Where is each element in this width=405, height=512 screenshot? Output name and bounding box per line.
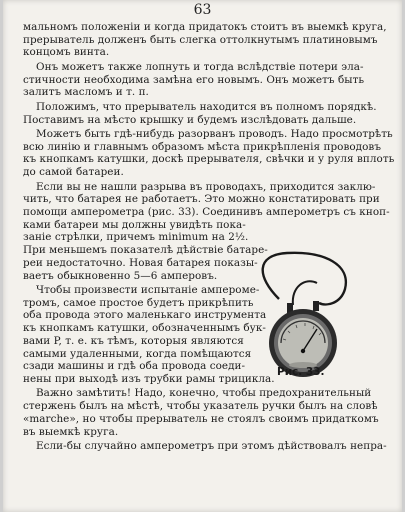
text-line: залитъ масломъ и т. п. — [23, 86, 149, 99]
text-line: мальномъ положеніи и когда придатокъ стоитъ въ выемкѣ круга, — [23, 21, 387, 33]
text-line: до самой батареи. — [23, 166, 124, 179]
paragraph-4 — [23, 128, 395, 179]
text-line: тромъ, самое простое будетъ прикрѣпить — [23, 296, 254, 309]
text-line: нены при выходѣ изъ трубки рамы трицикла. — [23, 372, 275, 385]
text-line: Если вы не нашли разрыва въ проводахъ, приходится заклю- — [36, 180, 376, 193]
text-line: Если-бы случайно амперометръ при этомъ дѣйствовалъ непра- — [36, 440, 387, 453]
text-line: заніе стрѣлки, причемъ minimum на 2½. — [23, 231, 249, 244]
text-line: Можетъ быть гдѣ-нибудь разорванъ проводъ. Надо просмотрѣть — [36, 128, 393, 141]
ammeter-icon — [247, 247, 357, 417]
text-line: Поставимъ на мѣсто крышку и будемъ изслѣдовать дальше. — [23, 113, 357, 126]
text-line: реи недостаточно. Новая батарея показы- — [23, 256, 258, 269]
text-line: самыми удаленными, когда помѣщаются — [23, 347, 252, 360]
text-line: «marche», но чтобы прерыватель не стоялъ своимъ придаткомъ — [23, 412, 379, 425]
text-line: прерыватель долженъ быть слегка оттолкнутымъ платиновымъ — [23, 33, 378, 46]
paragraph-5-wrap — [23, 218, 268, 283]
text-line: концомъ винта. — [23, 46, 110, 59]
text-line: стичности необходима замѣна его новымъ. Онъ можетъ быть — [23, 73, 365, 86]
text-line: въ выемкѣ круга. — [23, 425, 119, 438]
text-line: Важно замѣтить! Надо, конечно, чтобы предохранительный — [36, 387, 372, 400]
text-line: всю линію и главнымъ образомъ мѣста прикрѣпленія проводовъ — [23, 140, 381, 153]
text-line: къ кнопкамъ катушки, доскѣ прерывателя, свѣчки и у руля вплоть — [23, 153, 395, 166]
paragraph-8 — [23, 440, 387, 453]
text-line: Чтобы произвести испытаніе ампероме- — [36, 284, 260, 297]
paragraph-2 — [23, 61, 383, 99]
paragraph-1 — [23, 21, 387, 59]
text-line: При меньшемъ показателѣ дѣйствіе батаре- — [23, 244, 268, 257]
text-line: вами P, т. е. къ тѣмъ, которыя являются — [23, 334, 244, 347]
text-line: Онъ можетъ также лопнуть и тогда вслѣдствіе потери эла- — [36, 60, 364, 73]
text-line: къ кнопкамъ катушки, обозначеннымъ бук- — [23, 322, 266, 335]
text-line: ваетъ обыкновенно 5—6 амперовъ. — [23, 269, 218, 282]
text-line: Положимъ, что прерыватель находится въ полномъ порядкѣ. — [36, 100, 377, 113]
text-line: стержень былъ на мѣстѣ, чтобы указатель ручки былъ на словѣ — [23, 400, 378, 413]
text-line: сзади машины и гдѣ оба провода соеди- — [23, 360, 246, 373]
figure-caption: Рис. 33. — [277, 366, 325, 378]
paragraph-6 — [23, 284, 275, 386]
text-line: помощи амперометра (рис. 33). Соединивъ амперометръ съ кноп- — [23, 206, 390, 219]
page-number: 63 — [193, 2, 212, 18]
text-line: оба провода этого маленькаго инструмента — [23, 309, 267, 322]
paragraph-3 — [23, 101, 383, 126]
book-page — [3, 0, 402, 512]
text-line: чить, что батарея не работаетъ. Это можно констатировать при — [23, 193, 380, 206]
text-line: ками батареи мы должны увидѣть пока- — [23, 218, 246, 231]
